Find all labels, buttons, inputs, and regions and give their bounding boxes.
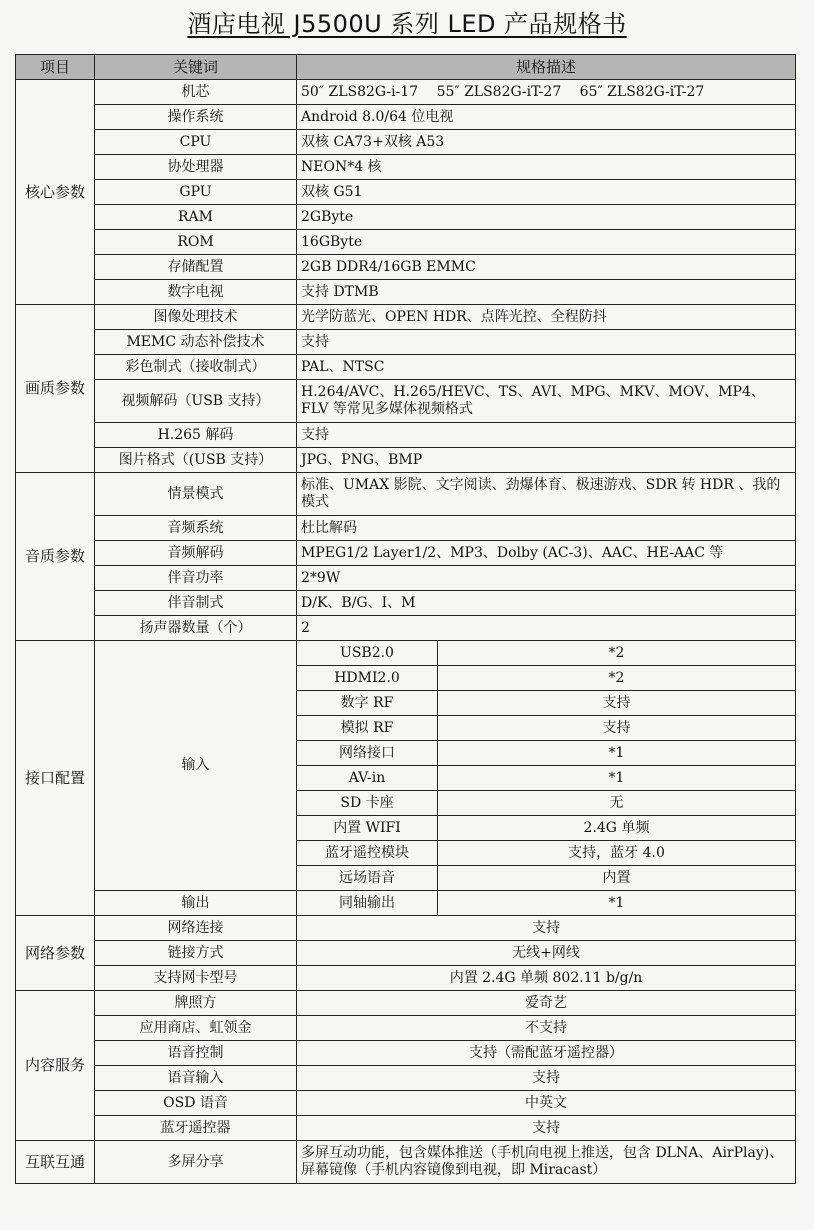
keyword-cell: H.265 解码 [95,423,297,448]
table-row [16,205,796,230]
page-title: 酒店电视 J5500U 系列 LED 产品规格书 [187,10,627,38]
port-name-cell: 数字 RF [297,691,438,716]
table-row [16,130,796,155]
table-row [16,641,796,666]
keyword-cell: 音频解码 [95,541,297,566]
spec-cell: 不支持 [297,1016,796,1041]
category-cell: 网络参数 [16,916,95,991]
port-name-cell: HDMI2.0 [297,666,438,691]
spec-cell: 支持 [297,1116,796,1141]
table-row [16,105,796,130]
spec-cell: 标准、UMAX 影院、文字阅读、劲爆体育、极速游戏、SDR 转 HDR 、我的模式 [297,473,796,516]
keyword-cell: 蓝牙遥控器 [95,1116,297,1141]
spec-cell: 50″ ZLS82G-i-17 55″ ZLS82G-iT-27 65″ ZLS82G-iT-27 [297,80,796,105]
table-row [16,180,796,205]
keyword-cell: 操作系统 [95,105,297,130]
port-group-output: 输出 [95,891,297,916]
port-value-cell: *2 [438,641,796,666]
spec-cell: 16GByte [297,230,796,255]
keyword-cell: 牌照方 [95,991,297,1016]
spec-cell: 多屏互动功能，包含媒体推送（手机向电视上推送，包含 DLNA、AirPlay)、屏幕镜像（手机内容镜像到电视，即 Miracast） [297,1141,796,1184]
table-row [16,941,796,966]
keyword-cell: 图片格式（(USB 支持） [95,448,297,473]
table-row [16,80,796,105]
spec-cell: 2GByte [297,205,796,230]
port-group-input: 输入 [95,641,297,891]
spec-cell: 2GB DDR4/16GB EMMC [297,255,796,280]
port-value-cell: 支持 [438,691,796,716]
keyword-cell: 情景模式 [95,473,297,516]
keyword-cell: 应用商店、虹领金 [95,1016,297,1041]
port-value-cell: *2 [438,666,796,691]
table-row [16,355,796,380]
table-row [16,380,796,423]
port-value-cell: 2.4G 单频 [438,816,796,841]
keyword-cell: ROM [95,230,297,255]
table-row [16,1016,796,1041]
table-row [16,448,796,473]
spec-cell: Android 8.0/64 位电视 [297,105,796,130]
spec-cell: 杜比解码 [297,516,796,541]
keyword-cell: GPU [95,180,297,205]
spec-cell: 支持 [297,1066,796,1091]
spec-cell: 双核 G51 [297,180,796,205]
category-cell: 核心参数 [16,80,95,305]
spec-table [15,54,796,1184]
table-row [16,1041,796,1066]
spec-cell: NEON*4 核 [297,155,796,180]
keyword-cell: RAM [95,205,297,230]
table-row [16,516,796,541]
table-row [16,1116,796,1141]
table-row [16,280,796,305]
keyword-cell: 存储配置 [95,255,297,280]
table-row [16,1066,796,1091]
spec-cell: 光学防蓝光、OPEN HDR、点阵光控、全程防抖 [297,305,796,330]
table-row [16,423,796,448]
port-value-cell: 支持，蓝牙 4.0 [438,841,796,866]
keyword-cell: 协处理器 [95,155,297,180]
port-value-cell: *1 [438,741,796,766]
spec-cell: 爱奇艺 [297,991,796,1016]
spec-cell: D/K、B/G、I、M [297,591,796,616]
table-header-row [16,55,796,80]
table-row [16,966,796,991]
header-keyword: 关键词 [95,55,297,80]
keyword-cell: 网络连接 [95,916,297,941]
table-row [16,591,796,616]
table-row [16,230,796,255]
keyword-cell: 语音控制 [95,1041,297,1066]
spec-cell: 2 [297,616,796,641]
spec-cell: 内置 2.4G 单频 802.11 b/g/n [297,966,796,991]
keyword-cell: 彩色制式（接收制式） [95,355,297,380]
port-value-cell: 无 [438,791,796,816]
table-row [16,566,796,591]
keyword-cell: 扬声器数量（个） [95,616,297,641]
spec-cell: 支持 [297,330,796,355]
port-value-cell: *1 [438,891,796,916]
spec-cell: 支持 DTMB [297,280,796,305]
keyword-cell: 音频系统 [95,516,297,541]
port-name-cell: 同轴输出 [297,891,438,916]
keyword-cell: 视频解码（USB 支持） [95,380,297,423]
spec-cell: 无线+网线 [297,941,796,966]
keyword-cell: 伴音功率 [95,566,297,591]
table-row [16,255,796,280]
spec-cell: 支持 [297,916,796,941]
spec-cell: 双核 CA73+双核 A53 [297,130,796,155]
table-row [16,891,796,916]
table-row [16,1091,796,1116]
category-cell: 互联互通 [16,1141,95,1184]
keyword-cell: 机芯 [95,80,297,105]
keyword-cell: 图像处理技术 [95,305,297,330]
spec-cell: JPG、PNG、BMP [297,448,796,473]
port-value-cell: 支持 [438,716,796,741]
port-name-cell: USB2.0 [297,641,438,666]
keyword-cell: OSD 语音 [95,1091,297,1116]
keyword-cell: MEMC 动态补偿技术 [95,330,297,355]
table-row [16,155,796,180]
port-name-cell: SD 卡座 [297,791,438,816]
spec-cell: 2*9W [297,566,796,591]
spec-cell: H.264/AVC、H.265/HEVC、TS、AVI、MPG、MKV、MOV、MP4、FLV 等常见多媒体视频格式 [297,380,796,423]
port-value-cell: 内置 [438,866,796,891]
keyword-cell: 伴音制式 [95,591,297,616]
table-row [16,541,796,566]
port-name-cell: AV-in [297,766,438,791]
table-row [16,1141,796,1184]
category-cell: 音质参数 [16,473,95,641]
table-row [16,616,796,641]
table-row [16,305,796,330]
port-value-cell: *1 [438,766,796,791]
port-name-cell: 模拟 RF [297,716,438,741]
keyword-cell: 数字电视 [95,280,297,305]
spec-cell: 中英文 [297,1091,796,1116]
table-row [16,916,796,941]
port-name-cell: 内置 WIFI [297,816,438,841]
spec-cell: 支持（需配蓝牙遥控器） [297,1041,796,1066]
table-row [16,991,796,1016]
keyword-cell: 多屏分享 [95,1141,297,1184]
spec-cell: MPEG1/2 Layer1/2、MP3、Dolby (AC-3)、AAC、HE-AAC 等 [297,541,796,566]
table-row [16,330,796,355]
spec-cell: PAL、NTSC [297,355,796,380]
keyword-cell: 链接方式 [95,941,297,966]
keyword-cell: 支持网卡型号 [95,966,297,991]
port-name-cell: 远场语音 [297,866,438,891]
port-name-cell: 蓝牙遥控模块 [297,841,438,866]
category-cell: 接口配置 [16,641,95,916]
header-item: 项目 [16,55,95,80]
header-spec: 规格描述 [297,55,796,80]
table-row [16,473,796,516]
spec-cell: 支持 [297,423,796,448]
keyword-cell: 语音输入 [95,1066,297,1091]
category-cell: 画质参数 [16,305,95,473]
keyword-cell: CPU [95,130,297,155]
port-name-cell: 网络接口 [297,741,438,766]
category-cell: 内容服务 [16,991,95,1141]
